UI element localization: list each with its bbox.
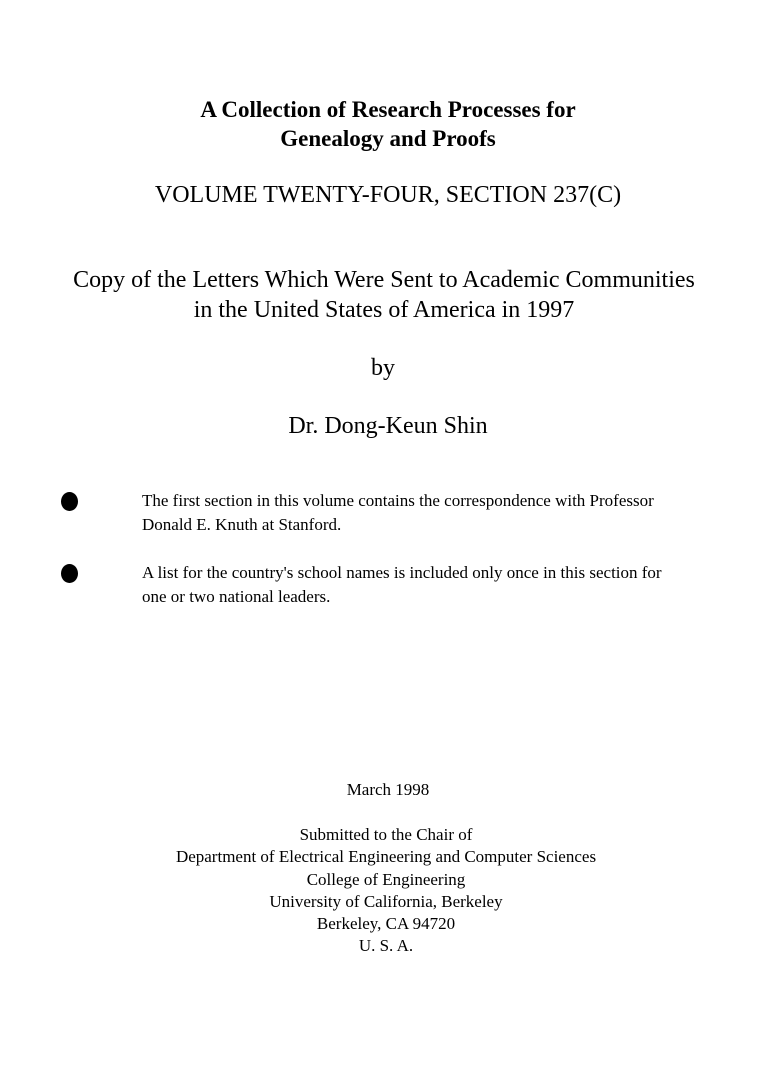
bullet-dot-icon: [61, 492, 78, 511]
bullet-dot-icon: [61, 564, 78, 583]
subtitle-line-1: Copy of the Letters Which Were Sent to Academic Communities: [73, 267, 695, 293]
bullet-text: [142, 561, 742, 609]
university-line: University of California, Berkeley: [269, 891, 503, 911]
college-line: College of Engineering: [306, 869, 466, 889]
bullet-text-line: A list for the country's school names is included only once in this section for: [142, 563, 662, 582]
date-label: March 1998: [346, 780, 430, 799]
subtitle-line-2: in the United States of America in 1997: [193, 297, 575, 323]
subtitle-block: [0, 265, 760, 325]
country-line: U. S. A.: [358, 936, 414, 956]
bullet-text-line: Donald E. Knuth at Stanford.: [142, 515, 342, 534]
author-name: Dr. Dong-Keun Shin: [288, 413, 488, 439]
bullet-text-line: The first section in this volume contains the correspondence with Professor: [142, 491, 654, 510]
bullet-text: [142, 489, 742, 537]
by-label: by: [371, 355, 395, 381]
title-line-2: Genealogy and Proofs: [280, 126, 496, 151]
department-line: Department of Electrical Engineering and Computer Sciences: [175, 847, 597, 867]
submission-block: [0, 824, 760, 958]
bullet-text-line: one or two national leaders.: [142, 587, 331, 606]
volume-heading: VOLUME TWENTY-FOUR, SECTION 237(C): [154, 182, 622, 208]
address-line: Berkeley, CA 94720: [316, 914, 456, 934]
submission-line: Submitted to the Chair of: [299, 825, 473, 844]
title-line-1: A Collection of Research Processes for: [200, 97, 576, 122]
